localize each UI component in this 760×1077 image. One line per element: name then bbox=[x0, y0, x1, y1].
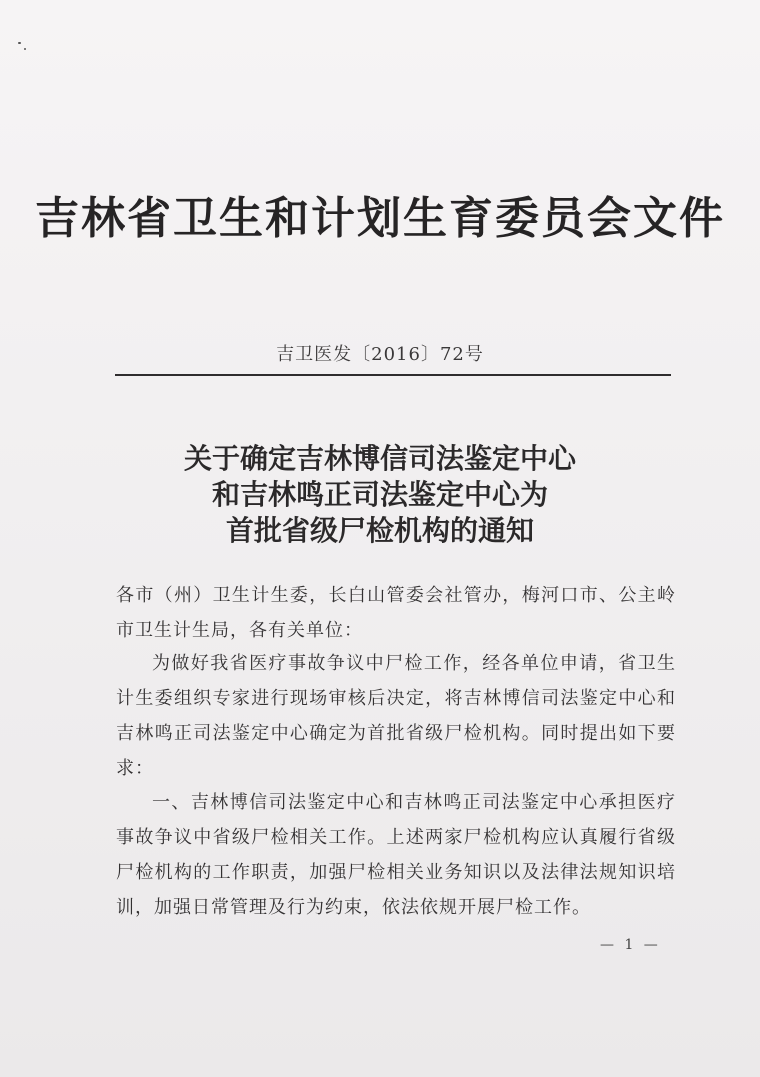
salutation: 各市（州）卫生计生委，长白山管委会社管办，梅河口市、公主岭市卫生计生局，各有关单位： bbox=[116, 585, 676, 641]
body-paragraph-2: 一、吉林博信司法鉴定中心和吉林鸣正司法鉴定中心承担医疗事故争议中省级尸检相关工作。上述两家尸检机构应认真履行省级尸检机构的工作职责，加强尸检相关业务知识以及法律法规知识培训，加强日常管理及行为约束，依法依规开展尸检工作。 bbox=[116, 792, 676, 918]
headline-line-3: 首批省级尸检机构的通知 bbox=[225, 514, 534, 547]
document-number: 吉卫医发〔2016〕72号 bbox=[276, 344, 484, 365]
headline-line-2: 和吉林鸣正司法鉴定中心为 bbox=[211, 478, 548, 511]
paper-speck bbox=[24, 48, 26, 50]
paper-speck bbox=[18, 42, 21, 44]
page-number: — 1 — bbox=[600, 937, 661, 953]
body-paragraph-1: 为做好我省医疗事故争议中尸检工作，经各单位申请，省卫生计生委组织专家进行现场审核后决定，将吉林博信司法鉴定中心和吉林鸣正司法鉴定中心确定为首批省级尸检机构。同时提出如下要求： bbox=[116, 653, 676, 779]
document-title: 吉林省卫生和计划生育委员会文件 bbox=[35, 193, 725, 244]
header-divider bbox=[115, 374, 671, 376]
headline-line-1: 关于确定吉林博信司法鉴定中心 bbox=[183, 442, 576, 475]
